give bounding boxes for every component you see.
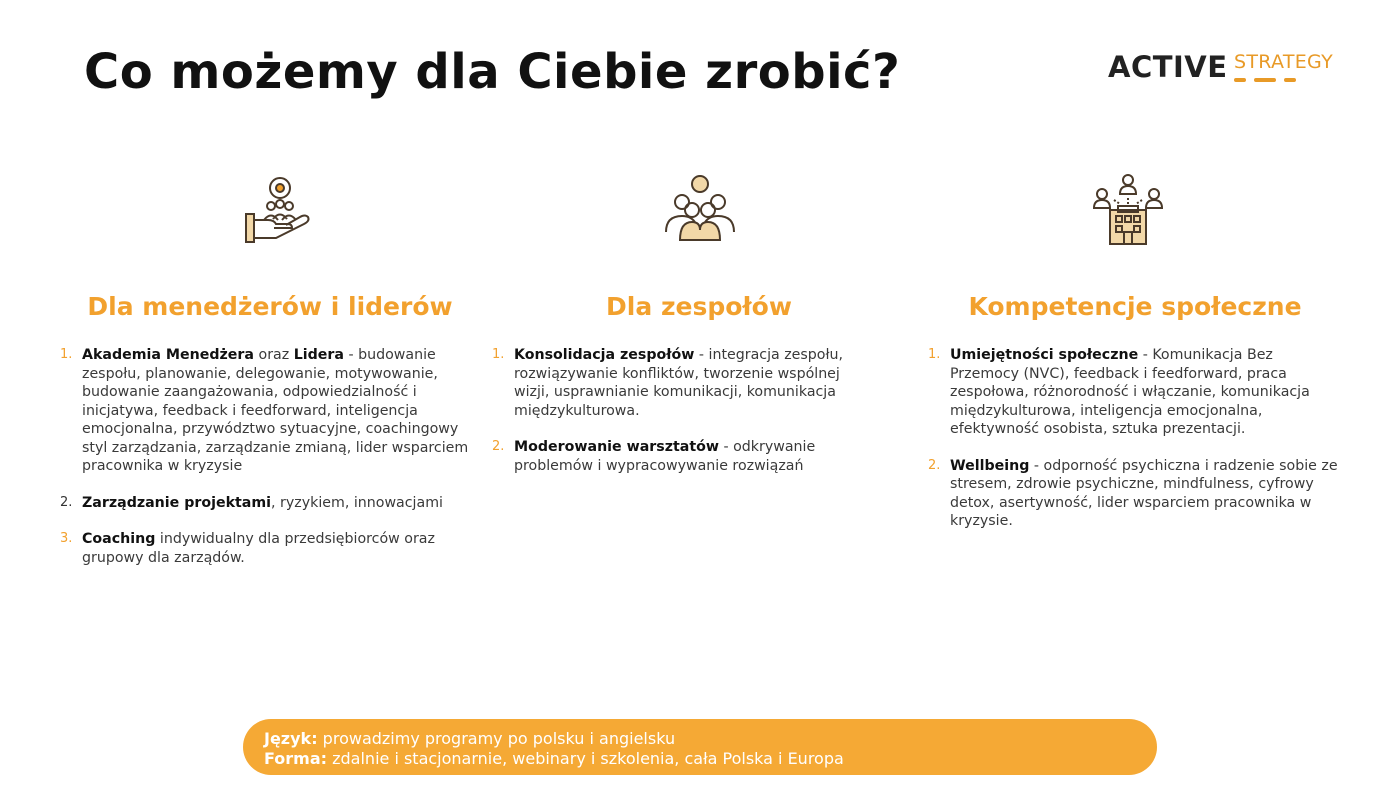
company-logo [1108, 50, 1348, 86]
language-text: prowadzimy programy po polsku i angielsku [317, 729, 676, 748]
list-item [928, 346, 1340, 439]
item-text: - odporność psychiczna i radzenie sobie ze stresem, zdrowie psychiczne, mindfulness, cyfrowy detox, asertywność, lider wsparciem pracownika w kryzysie. [950, 457, 1338, 529]
item-title: Wellbeing [950, 457, 1030, 474]
item-title: Umiejętności społeczne [950, 347, 1139, 363]
form-line [264, 749, 1157, 769]
managers-list [60, 346, 470, 585]
page-title: Co możemy dla Ciebie zrobić? [84, 44, 901, 100]
social-skills-list [928, 346, 1340, 549]
list-item [60, 530, 470, 567]
list-item [60, 494, 470, 513]
logo-active-text: ACTIVE [1108, 50, 1228, 84]
list-item [492, 346, 872, 420]
list-number: 3. [60, 531, 73, 546]
logo-dot [1234, 78, 1246, 82]
list-number: 1. [928, 347, 941, 362]
language-line [264, 729, 1157, 749]
item-text: - Komunikacja Bez Przemocy (NVC), feedback i feedforward, praca zespołowa, różnorodność i włączanie, komunikacja międzykulturowa, inteligencja emocjonalna, efektywność osobista, sztuka prezentacji. [950, 347, 1310, 437]
managers-hand-gear-icon [240, 170, 320, 250]
teams-list [492, 346, 872, 493]
logo-strategy-text: STRATEGY [1234, 51, 1334, 73]
item-title: Moderowanie warsztatów [514, 439, 719, 455]
list-item [492, 438, 872, 475]
list-number: 1. [60, 347, 73, 362]
item-text: - odkrywanie problemów i wypracowywanie rozwiązań [514, 439, 816, 474]
people-network-building-icon [1088, 170, 1168, 250]
logo-dot [1254, 78, 1276, 82]
item-title: Coaching [82, 531, 156, 547]
column-heading: Kompetencje społeczne [968, 292, 1302, 321]
list-number: 1. [492, 347, 505, 362]
language-label: Język: [264, 729, 318, 748]
form-text: zdalnie i stacjonarnie, webinary i szkolenia, cała Polska i Europa [327, 749, 844, 768]
logo-dot [1284, 78, 1296, 82]
item-text: oraz [254, 347, 294, 363]
item-title: Zarządzanie projektami [82, 494, 272, 511]
item-text: - budowanie zespołu, planowanie, delegowanie, motywowanie, budowanie zaangażowania, odpowiedzialność i inicjatywa, feedback i feedforward, inteligencja emocjonalna, przywództwo sytuacyjne, coachingowy styl zarządzania, zarządzanie zmianą, lider wsparciem pracownika w kryzysie [82, 347, 469, 474]
item-title: Akademia Menedżera [82, 347, 254, 363]
item-title: Lidera [293, 347, 344, 363]
info-banner [243, 719, 1157, 775]
item-text: - integracja zespołu, rozwiązywanie konfliktów, tworzenie wspólnej wizji, usprawnianie komunikacji, komunikacja międzykulturowa. [514, 347, 844, 419]
team-group-icon [660, 170, 740, 250]
list-number: 2. [60, 494, 73, 510]
form-label: Forma: [264, 749, 328, 768]
list-item [60, 346, 470, 476]
column-heading: Dla zespołów [606, 292, 792, 321]
list-item [928, 457, 1340, 531]
column-heading: Dla menedżerów i liderów [87, 292, 453, 321]
item-text: , ryzykiem, innowacjami [271, 494, 443, 511]
item-title: Konsolidacja zespołów [514, 347, 695, 363]
list-number: 2. [492, 439, 505, 454]
list-number: 2. [928, 457, 941, 473]
item-text: indywidualny dla przedsiębiorców oraz grupowy dla zarządów. [82, 531, 435, 566]
